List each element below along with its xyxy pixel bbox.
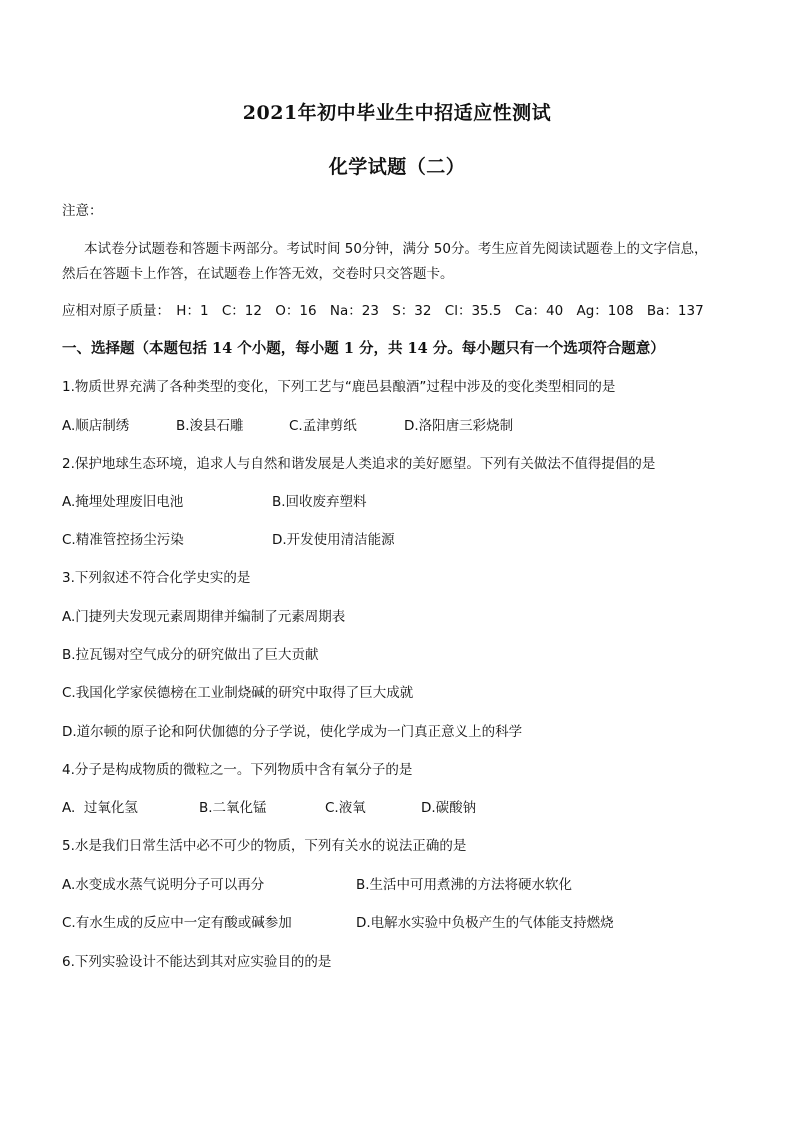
mass-item: O：16: [275, 303, 317, 319]
question-4-option-a: A. 过氧化氢: [62, 800, 138, 816]
mass-item: Cl：35.5: [444, 303, 502, 319]
question-5-option-c: C.有水生成的反应中一定有酸或碱参加: [62, 915, 292, 931]
question-1-option-c: C.孟津剪纸: [289, 418, 357, 434]
question-3-option-c: C.我国化学家侯德榜在工业制烧碱的研究中取得了巨大成就: [62, 685, 414, 701]
question-4-option-c: C.液氧: [325, 800, 366, 816]
mass-item: Ag：108: [576, 303, 634, 319]
question-3-option-b: B.拉瓦锡对空气成分的研究做出了巨大贡献: [62, 647, 319, 663]
question-1-option-a: A.顺店制绣: [62, 418, 130, 434]
question-5-option-b: B.生活中可用煮沸的方法将硬水软化: [356, 877, 573, 893]
question-2-option-a: A.掩埋处理废旧电池: [62, 494, 184, 510]
mass-item: C：12: [221, 303, 262, 319]
question-2-option-b: B.回收废弃塑料: [272, 494, 367, 510]
mass-item: S：32: [392, 303, 432, 319]
question-1-option-d: D.洛阳唐三彩烧制: [404, 418, 514, 434]
question-3-option-d: D.道尔顿的原子论和阿伏伽德的分子学说，使化学成为一门真正意义上的科学: [62, 724, 523, 740]
question-2-option-c: C.精准管控扬尘污染: [62, 532, 184, 548]
question-5-stem: 5.水是我们日常生活中必不可少的物质，下列有关水的说法正确的是: [62, 838, 467, 854]
question-3-stem: 3.下列叙述不符合化学史实的是: [62, 570, 251, 586]
exam-subtitle: 化学试题（二）: [328, 156, 466, 178]
question-5-option-d: D.电解水实验中负极产生的气体能支持燃烧: [356, 915, 614, 931]
mass-item: H：1: [176, 303, 209, 319]
section-1-heading: 一、选择题（本题包括 14 个小题，每小题 1 分，共 14 分。每小题只有一个选项符合题意）: [62, 340, 665, 357]
atomic-masses: [62, 302, 713, 320]
question-4-option-b: B.二氧化锰: [199, 800, 267, 816]
question-4-stem: 4.分子是构成物质的微粒之一。下列物质中含有氧分子的是: [62, 762, 413, 778]
question-6-stem: 6.下列实验设计不能达到其对应实验目的的是: [62, 954, 332, 970]
notice-line-2: 然后在答题卡上作答，在试题卷上作答无效，交卷时只交答题卡。: [62, 266, 454, 282]
question-1-stem: 1.物质世界充满了各种类型的变化，下列工艺与“鹿邑县酿酒”过程中涉及的变化类型相同的是: [62, 379, 616, 395]
question-3-option-a: A.门捷列夫发现元素周期律并编制了元素周期表: [62, 609, 346, 625]
mass-item: Ba：137: [646, 303, 704, 319]
question-2-stem: 2.保护地球生态环境，追求人与自然和谐发展是人类追求的美好愿望。下列有关做法不值得提倡的是: [62, 456, 656, 472]
mass-item: Na：23: [329, 303, 379, 319]
exam-title: 2021年初中毕业生中招适应性测试: [242, 102, 552, 124]
notice-label: 注意：: [62, 203, 103, 219]
question-4-option-d: D.碳酸钠: [421, 800, 477, 816]
mass-item: Ca：40: [514, 303, 564, 319]
question-2-option-d: D.开发使用清洁能源: [272, 532, 395, 548]
atomic-masses-label: 应相对原子质量：: [62, 303, 170, 319]
question-1-option-b: B.浚县石雕: [176, 418, 244, 434]
notice-line-1: 本试卷分试题卷和答题卡两部分。考试时间 50分钟，满分 50分。考生应首先阅读试题卷上的文字信息，: [84, 241, 708, 257]
question-5-option-a: A.水变成水蒸气说明分子可以再分: [62, 877, 265, 893]
